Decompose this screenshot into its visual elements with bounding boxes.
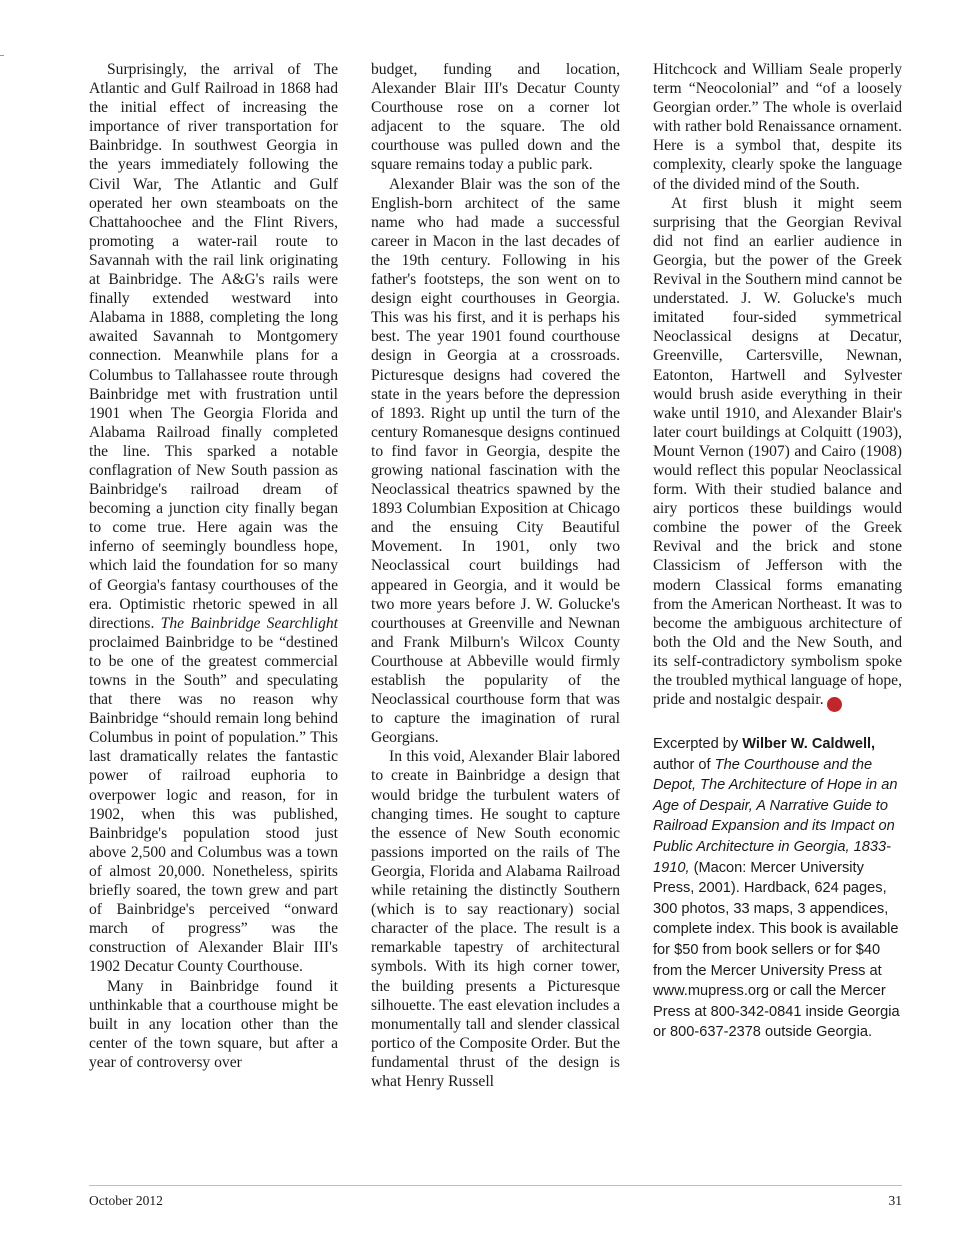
excerpt-book-title: The Courthouse and the Depot, The Architecture of Hope in an Age of Despair, A Narrative Guide to Railroad Expansion and its Impact on Public Architecture in Georgia, 1833-1910, — [653, 756, 898, 876]
article-paragraph: Many in Bainbridge found it unthinkable that a courthouse might be built in any location other than the center of the town square, but after a year of controversy over — [89, 977, 338, 1071]
article-paragraph: In this void, Alexander Blair labored to create in Bainbridge a design that would bridge the turbulent waters of changing times. He sought to capture the essence of New South economic passions imported on the rails of The Georgia, Florida and Alabama Railroad while retaining the distinctly Southern (which is to say reactionary) social character of the place. The result is a remarkable tapestry of architectural symbols. With its high corner tower, the building presents a Picturesque silhouette. The east elevation includes a monumentally tall and slender classical portico of the Composite Order. But the fundamental thrust of the design is what Henry Russell — [371, 748, 620, 1090]
page-number: 31 — [888, 1193, 902, 1208]
excerpt-lead: Excerpted by — [653, 736, 739, 753]
excerpt-pre-title: author of — [653, 756, 711, 773]
article-paragraph — [89, 60, 338, 977]
newspaper-name: The Bainbridge Searchlight — [160, 614, 338, 632]
end-of-article-icon: GBJ — [827, 697, 842, 712]
article-paragraph: budget, funding and location, Alexander Blair III's Decatur County Courthouse rose on a corner lot adjacent to the square. The old courthouse was pulled down and the square remains today a public park. — [371, 61, 620, 174]
article-column-3 — [653, 60, 902, 1043]
article-paragraph: Alexander Blair was the son of the English-born architect of the same name who had made a successful career in Macon in the last decades of the 19th century. Following in his father's footsteps, the son went on to design eight courthouses in Georgia. This was his first, and it is perhaps his best. The year 1901 found courthouse design in Georgia at a crossroads. Picturesque designs had covered the state in the years before the depression of 1893. Right up until the turn of the century Romanesque designs continued to find favor in Georgia, despite the growing national fascination with the Neoclassical theatrics spawned by the 1893 Columbian Exposition at Chicago and the ensuing City Beautiful Movement. In 1901, only two Neoclassical court buildings had appeared in Georgia, and it would be two more years before J. W. Golucke's courthouses at Greenville and Newnan and Frank Milburn's Wilcox County Courthouse at Abbeville would firmly establish the popularity of the Neoclassical courthouse form that was to capture the imagination of rural Georgians. — [371, 175, 620, 747]
footer-divider — [89, 1185, 902, 1186]
article-paragraph: Hitchcock and William Seale properly term “Neocolonial” and “of a loosely Georgian order.” The whole is overlaid with rather bold Renaissance ornament. Here is a symbol that, despite its complexity, clearly spoke the language of the divided mind of the South. — [653, 61, 902, 193]
paragraph-text: proclaimed Bainbridge to be “destined to be one of the greatest commercial towns in the South” and speculating that there was no reason why Bainbridge “should remain long behind Columbus in point of population.” This last dramatically relates the fantastic power of railroad euphoria to overpower logic and reason, for in 1902, when this was published, Bainbridge's population stood just above 2,500 and Columbus was a town of almost 20,000. Nonetheless, spirits briefly soared, the town grew and part of Bainbridge's perceived “onward march of progress” was the construction of Alexander Blair III's 1902 Decatur County Courthouse. — [89, 633, 338, 976]
paragraph-text: Surprisingly, the arrival of The Atlantic and Gulf Railroad in 1868 had the initial effect of increasing the importance of river transportation for Bainbridge. In southwest Georgia in the years immediately following the Civil War, The Atlantic and Gulf operated her own steamboats on the Chattahoochee and the Flint Rivers, promoting a water-rail route to Savannah with the rail link originating at Bainbridge. The A&G's rails were finally extended westward into Alabama in 1888, completing the long awaited Savannah to Montgomery connection. Meanwhile plans for a Columbus to Tallahassee route through Bainbridge met with frustration until 1901 when The Georgia Florida and Alabama Railroad finally completed the line. This sparked a notable conflagration of New South passion as Bainbridge's railroad dream of becoming a junction city finally began to come true. Here again was the inferno of seemingly boundless hope, which laid the foundation for so many of Georgia's fantasy courthouses of the era. Optimistic rhetoric spewed in all directions. — [89, 61, 338, 632]
excerpt-details: (Macon: Mercer University Press, 2001). Hardback, 624 pages, 300 photos, 33 maps, 3 appendices, complete index. This book is available for $50 from book sellers or for $40 from the Mercer University Press at www.mupress.org or call the Mercer Press at 800-342-0841 inside Georgia or 800-637-2378 outside Georgia. — [653, 859, 900, 1041]
article-column-1 — [89, 60, 338, 1072]
footer-date: October 2012 — [89, 1193, 163, 1208]
excerpt-author: Wilber W. Caldwell, — [742, 736, 876, 753]
article-paragraph — [653, 194, 902, 712]
paragraph-text: At first blush it might seem surprising that the Georgian Revival did not find an earlier audience in Georgia, but the power of the Greek Revival in the Southern mind cannot be understated. J. W. Golucke's much imitated four-sided symmetrical Neoclassical designs at Decatur, Greenville, Cartersville, Newnan, Eatonton, Hartwell and Sylvester would brush aside everything in their wake until 1910, and Alexander Blair's later court buildings at Colquitt (1903), Mount Vernon (1907) and Cairo (1908) would reflect this popular Neoclassical form. With their studied balance and airy porticos these buildings would combine the power of the Greek Revival and the brick and stone Classicism of Jefferson with the modern Classical forms emanating from the American Northeast. It was to become the ambiguous architecture of both the Old and the New South, and its self-contradictory symbolism spoke the troubled mythical language of hope, pride and nostalgic despair. — [653, 194, 902, 709]
book-excerpt-credit — [653, 734, 902, 1043]
margin-tick — [0, 55, 4, 56]
article-column-2 — [371, 60, 620, 1091]
